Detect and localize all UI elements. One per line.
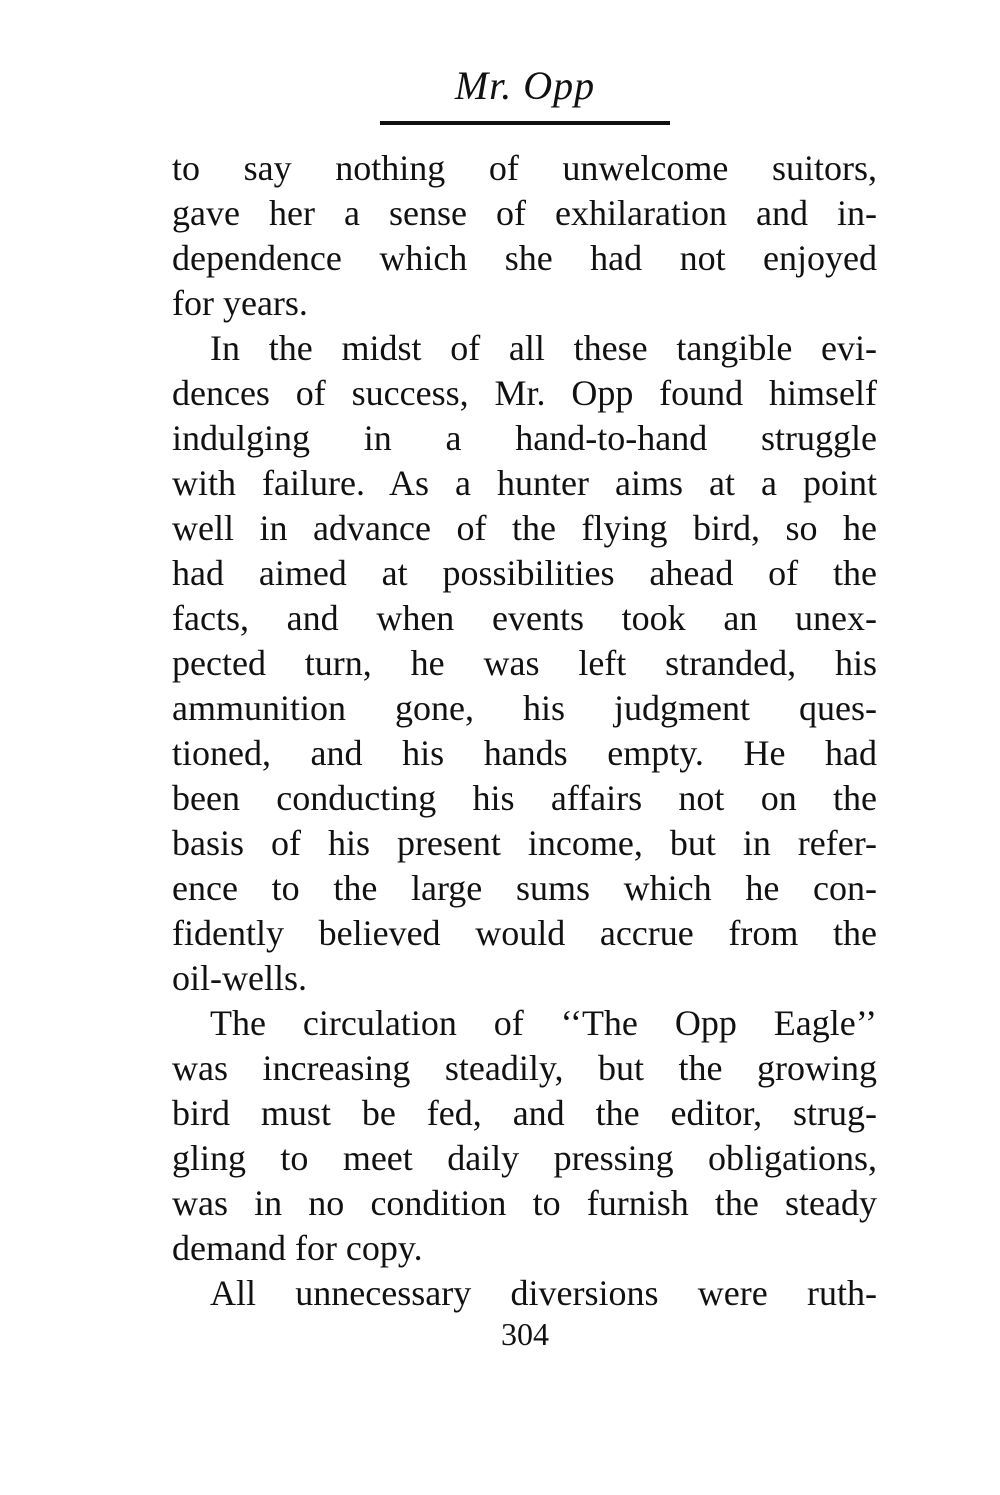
text-line: ence to the large sums which he con- — [172, 868, 877, 908]
text-line: pected turn, he was left stranded, his — [172, 643, 877, 683]
text-line: with failure. As a hunter aims at a point — [172, 463, 877, 503]
text-line: gling to meet daily pressing obligations, — [172, 1138, 877, 1178]
text-line: to say nothing of unwelcome suitors, — [172, 148, 877, 188]
text-line: dences of success, Mr. Opp found himself — [172, 373, 877, 413]
text-line: gave her a sense of exhilaration and in- — [172, 193, 877, 233]
text-line: tioned, and his hands empty. He had — [172, 733, 877, 773]
running-head: Mr. Opp — [454, 63, 596, 108]
text-line: was increasing steadily, but the growing — [172, 1048, 877, 1088]
text-line: All unnecessary diversions were ruth- — [210, 1273, 877, 1313]
text-line: The circulation of ‘‘The Opp Eagle’’ — [210, 1003, 877, 1043]
text-line: In the midst of all these tangible evi- — [210, 328, 877, 368]
text-line: oil-wells. — [172, 958, 307, 998]
body-text — [172, 146, 877, 1316]
text-line: well in advance of the flying bird, so he — [172, 508, 877, 548]
text-line: fidently believed would accrue from the — [172, 913, 877, 953]
text-line: demand for copy. — [172, 1228, 423, 1268]
page-number: 304 — [501, 1316, 549, 1352]
text-line: basis of his present income, but in refer- — [172, 823, 877, 863]
text-line: indulging in a hand-to-hand struggle — [172, 418, 877, 458]
text-line: had aimed at possibilities ahead of the — [172, 553, 877, 593]
text-line: for years. — [172, 283, 308, 323]
text-line: dependence which she had not enjoyed — [172, 238, 877, 278]
text-line: ammunition gone, his judgment ques- — [172, 688, 877, 728]
text-line: facts, and when events took an unex- — [172, 598, 877, 638]
text-line: been conducting his affairs not on the — [172, 778, 877, 818]
text-line: was in no condition to furnish the steady — [172, 1183, 877, 1223]
header-rule — [380, 121, 670, 125]
text-line: bird must be fed, and the editor, strug- — [172, 1093, 877, 1133]
